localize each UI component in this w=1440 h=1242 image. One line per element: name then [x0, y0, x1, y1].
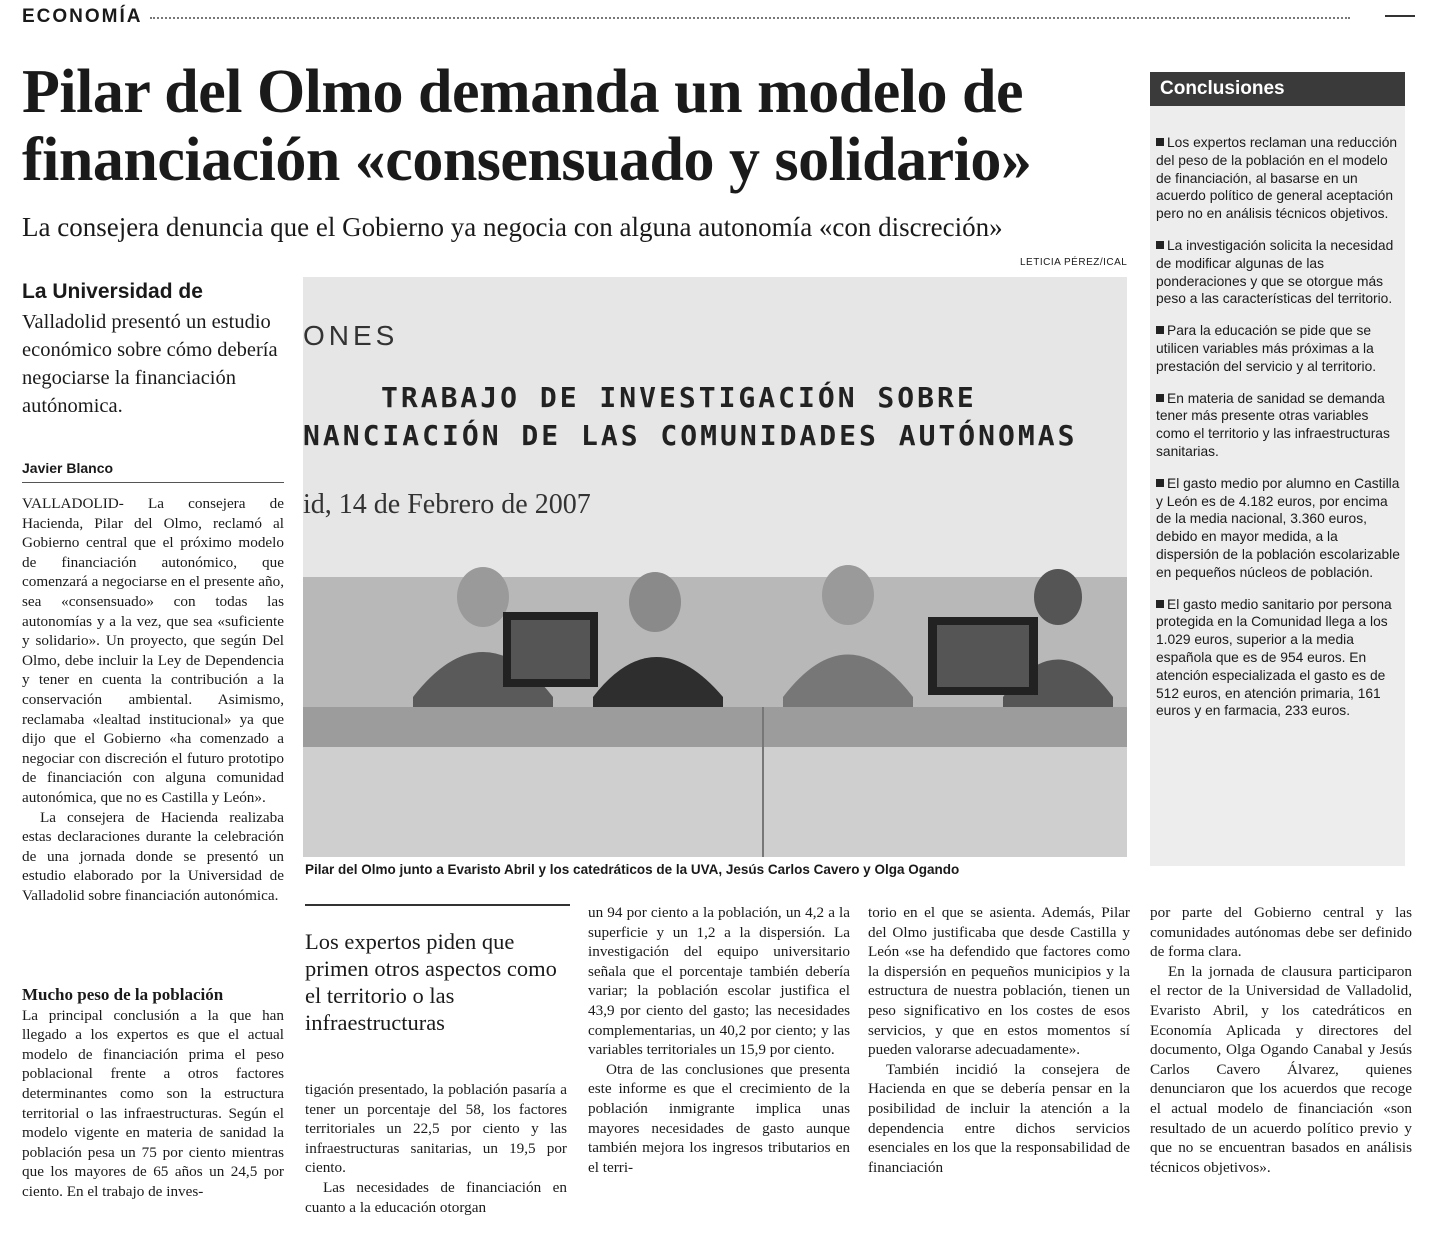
square-bullet-icon: [1156, 138, 1164, 146]
body-paragraph: VALLADOLID- La consejera de Hacienda, Pilar del Olmo, reclamó al Gobierno central que el próximo modelo de financiación autonómico, que comenzará a negociarse en el presente año, sea «consensuado» con todas las autonomías y a la vez, que sea «suficiente y solidario». Un proyecto, que según Del Olmo, debe incluir la Ley de Dependencia y tener en cuenta la contribución a la conservación ambiental. Asimismo, reclamaba «lealtad institucional» ya que dijo que el Gobierno «ha comenzado a negociar con discreción el futuro prototipo de financiación con alguna comunidad autonómica, que no es Castilla y León».: [22, 495, 284, 806]
square-bullet-icon: [1156, 600, 1164, 608]
lead-text: Valladolid presentó un estudio económico sobre cómo debería negociarse la financiación autónomica.: [22, 311, 278, 417]
sidebar-item: [1156, 475, 1402, 582]
square-bullet-icon: [1156, 394, 1164, 402]
body-paragraph: Otra de las conclusiones que presenta este informe es que el crecimiento de la población inmigrante implica unas mayores necesidades de gasto aunque también mejora los ingresos tributarios en el terri-: [588, 1060, 850, 1176]
body-subheading: Mucho peso de la población: [22, 985, 224, 1004]
sidebar-item-text: La investigación solicita la necesidad de modificar algunas de las ponderaciones y que se otorgue más peso a las características del territorio.: [1156, 237, 1394, 307]
body-paragraph: torio en el que se asienta. Además, Pilar del Olmo justificaba que desde Castilla y León «se ha defendido que factores como la dispersión en pequeños municipios y la estructura de nuestra población, tienen un peso significativo en los costes de esos servicios, y que en estos momentos sí pueden valorarse adecuadamente».: [868, 904, 1130, 1059]
banner-date: id, 14 de Febrero de 2007: [303, 489, 591, 520]
sidebar-item-text: El gasto medio sanitario por persona protegida en la Comunidad llega a los 1.029 euros, superior a la media española que es de 954 euros. En atención especializada el gasto es de 512 euros, en atención primaria, 161 euros y en farmacia, 233 euros.: [1156, 596, 1392, 719]
byline: Javier Blanco: [22, 460, 114, 476]
body-paragraph: Las necesidades de financiación en cuanto a la educación otorgan: [305, 1178, 567, 1216]
pull-quote: Los expertos piden que primen otros aspectos como el territorio o las infraestructuras: [305, 929, 557, 1035]
body-paragraph: En la jornada de clausura participaron el rector de la Universidad de Valladolid, Evaristo Abril, y los catedráticos en Economía Aplicada y directores del documento, Olga Ogando Canabal y Jesús Carlos Cavero Álvarez, quienes denunciaron que los acuerdos que recoge el actual modelo de financiación «son resultado de un acuerdo político previo y que no se encuentran basados en análisis técnicos objetivos».: [1150, 962, 1412, 1176]
banner-title-line2: NANCIACIÓN DE LAS COMUNIDADES AUTÓNOMAS: [303, 419, 1078, 452]
sidebar-item-text: El gasto medio por alumno en Castilla y León es de 4.182 euros, por encima de la media nacional, 3.360 euros, debido en mayor medida, a la dispersión de la población escolarizable en pequeños núcleos de población.: [1156, 475, 1400, 580]
sidebar-item: [1156, 322, 1402, 375]
body-column-2: [305, 1080, 567, 1217]
banner-title-line1: TRABAJO DE INVESTIGACIÓN SOBRE: [381, 381, 977, 414]
body-paragraph: La principal conclusión a la que han llegado a los expertos es que el actual modelo de financiación prima el peso poblacional frente a otros factores determinantes como son la estructura territorial o las infraestructuras. Según el modelo vigente en materia de sanidad la población pesa un 75 por ciento mientras que los mayores de 65 años un 24,5 por ciento. En el trabajo de inves-: [22, 1006, 284, 1200]
sidebar-item: [1156, 237, 1402, 308]
photo-credit: LETICIA PÉREZ/ICAL: [1020, 257, 1128, 268]
body-column-5: [1150, 903, 1412, 1177]
sidebar-item-text: Para la educación se pide que se utilicen variables más próximas a la prestación del servicio y al territorio.: [1156, 323, 1377, 374]
lead-intro: La Universidad de: [22, 280, 203, 303]
body-column-1: [22, 494, 284, 905]
press-photo-image: [303, 277, 1127, 857]
body-paragraph: un 94 por ciento a la población, un 4,2 a la superficie y un 1,2 a la dispersión. La investigación del equipo universitario señala que el porcentaje también debería variar; la población escolar justifica el 43,9 por ciento del gasto; las necesidades complementarias, un 40,2 por ciento; y las variables territoriales un 15,9 por ciento.: [588, 904, 850, 1059]
body-paragraph: por parte del Gobierno central y las comunidades autónomas debe ser definido de forma clara.: [1150, 904, 1412, 961]
body-paragraph: tigación presentado, la población pasaría a tener un porcentaje del 58, los factores territoriales un 22,5 por ciento y las infraestructuras sanitarias, un 19,5 por ciento.: [305, 1081, 567, 1177]
sidebar-item-text: En materia de sanidad se demanda tener más presente otras variables como el territorio y las infraestructuras sanitarias.: [1156, 390, 1390, 459]
sidebar-item-text: Los expertos reclaman una reducción del peso de la población en el modelo de financiación, al basarse en un acuerdo político de general aceptación pero no en análisis técnicos objetivos.: [1156, 135, 1398, 222]
body-column-3: [588, 903, 850, 1177]
section-divider: [150, 17, 1350, 19]
sidebar-item: [1156, 390, 1402, 461]
square-bullet-icon: [1156, 479, 1164, 487]
corner-rule: [1385, 15, 1415, 17]
sidebar-list: [1156, 134, 1402, 734]
section-label: ECONOMÍA: [22, 6, 143, 27]
body-column-1-lower: [22, 985, 284, 1202]
byline-divider: [22, 482, 284, 483]
body-paragraph: También incidió la consejera de Hacienda en que se debería pensar en la posibilidad de incluir la atención a la dependencia entre dichos servicios esenciales en los que la responsabilidad de financiación: [868, 1060, 1130, 1176]
sidebar-item: [1156, 596, 1402, 721]
pull-quote-rule: [305, 904, 570, 906]
body-column-4: [868, 903, 1130, 1177]
square-bullet-icon: [1156, 326, 1164, 334]
square-bullet-icon: [1156, 241, 1164, 249]
sidebar-item: [1156, 134, 1402, 223]
photo-caption: Pilar del Olmo junto a Evaristo Abril y los catedráticos de la UVA, Jesús Carlos Cavero y Olga Ogando: [305, 862, 960, 877]
banner-top-text: ONES: [303, 320, 399, 351]
press-photo: [303, 277, 1127, 857]
sidebar-title: Conclusiones: [1150, 72, 1405, 106]
body-paragraph: La consejera de Hacienda realizaba estas declaraciones durante la celebración de una jornada donde se presentó un estudio elaborado por la Universidad de Valladolid sobre financiación autonómica.: [22, 808, 284, 904]
headline: Pilar del Olmo demanda un modelo de financiación «consensuado y solidario»: [22, 58, 1032, 194]
subheadline: La consejera denuncia que el Gobierno ya negocia con alguna autonomía «con discreción»: [22, 212, 1003, 242]
